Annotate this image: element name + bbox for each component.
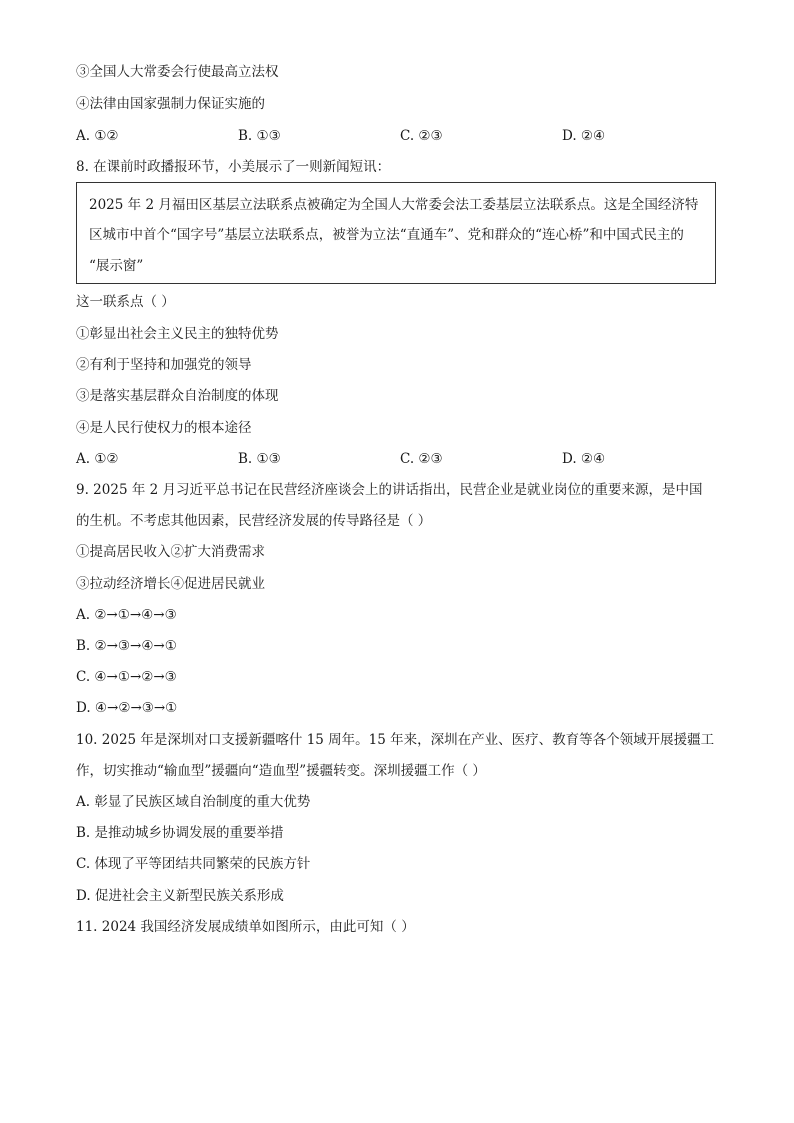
q7-option-b: B. ①③ <box>238 128 281 144</box>
q8-item-2: ②有利于坚持和加强党的领导 <box>76 357 252 373</box>
q7-options <box>76 126 718 146</box>
q7-option-c: C. ②③ <box>400 128 443 144</box>
q9-stem-line-1: 9. 2025 年 2 月习近平总书记在民营经济座谈会上的讲话指出，民营企业是就业岗位的重要来源，是中国 <box>76 482 703 498</box>
q10-option-d: D. 促进社会主义新型民族关系形成 <box>76 888 284 904</box>
q9-items-line-1: ①提高居民收入②扩大消费需求 <box>76 544 265 560</box>
q9-option-a: A. ②→①→④→③ <box>76 607 177 623</box>
q7-option-a: A. ①② <box>76 128 119 144</box>
q8-question: 这一联系点（ ） <box>76 294 175 310</box>
q8-item-1: ①彰显出社会主义民主的独特优势 <box>76 326 279 342</box>
q7-item-3: ③全国人大常委会行使最高立法权 <box>76 64 279 80</box>
q10-option-a: A. 彰显了民族区域自治制度的重大优势 <box>76 794 311 810</box>
q9-option-d: D. ④→②→③→① <box>76 700 178 716</box>
q8-options <box>76 449 718 469</box>
q8-stem: 8. 在课前时政播报环节，小美展示了一则新闻短讯： <box>76 159 391 175</box>
q7-option-d: D. ②④ <box>562 128 606 144</box>
q9-option-c: C. ④→①→②→③ <box>76 669 177 685</box>
q10-stem-line-2: 作，切实推动“输血型”援疆向“造血型”援疆转变。深圳援疆工作（ ） <box>76 763 486 779</box>
q8-option-a: A. ①② <box>76 451 119 467</box>
q10-stem-line-1: 10. 2025 年是深圳对口支援新疆喀什 15 周年。15 年来，深圳在产业、医疗、教育等各个领域开展援疆工 <box>76 732 715 748</box>
q10-option-c: C. 体现了平等团结共同繁荣的民族方针 <box>76 856 311 872</box>
q8-news-line-3: “展示窗” <box>89 258 144 274</box>
q8-option-b: B. ①③ <box>238 451 281 467</box>
q8-item-3: ③是落实基层群众自治制度的体现 <box>76 388 279 404</box>
q8-news-line-2: 区城市中首个“国字号”基层立法联系点，被誉为立法“直通车”、党和群众的“连心桥”和中国式民主的 <box>89 227 684 243</box>
q10-option-b: B. 是推动城乡协调发展的重要举措 <box>76 825 284 841</box>
q9-stem-line-2: 的生机。不考虑其他因素，民营经济发展的传导路径是（ ） <box>76 513 432 529</box>
q8-option-d: D. ②④ <box>562 451 606 467</box>
q9-option-b: B. ②→③→④→① <box>76 638 177 654</box>
q11-stem: 11. 2024 我国经济发展成绩单如图所示，由此可知（ ） <box>76 919 415 935</box>
q8-item-4: ④是人民行使权力的根本途径 <box>76 420 252 436</box>
q7-item-4: ④法律由国家强制力保证实施的 <box>76 96 265 112</box>
q9-items-line-2: ③拉动经济增长④促进居民就业 <box>76 576 265 592</box>
q8-option-c: C. ②③ <box>400 451 443 467</box>
q8-news-line-1: 2025 年 2 月福田区基层立法联系点被确定为全国人大常委会法工委基层立法联系点。这是全国经济特 <box>89 197 699 213</box>
q8-news-box <box>76 182 716 284</box>
